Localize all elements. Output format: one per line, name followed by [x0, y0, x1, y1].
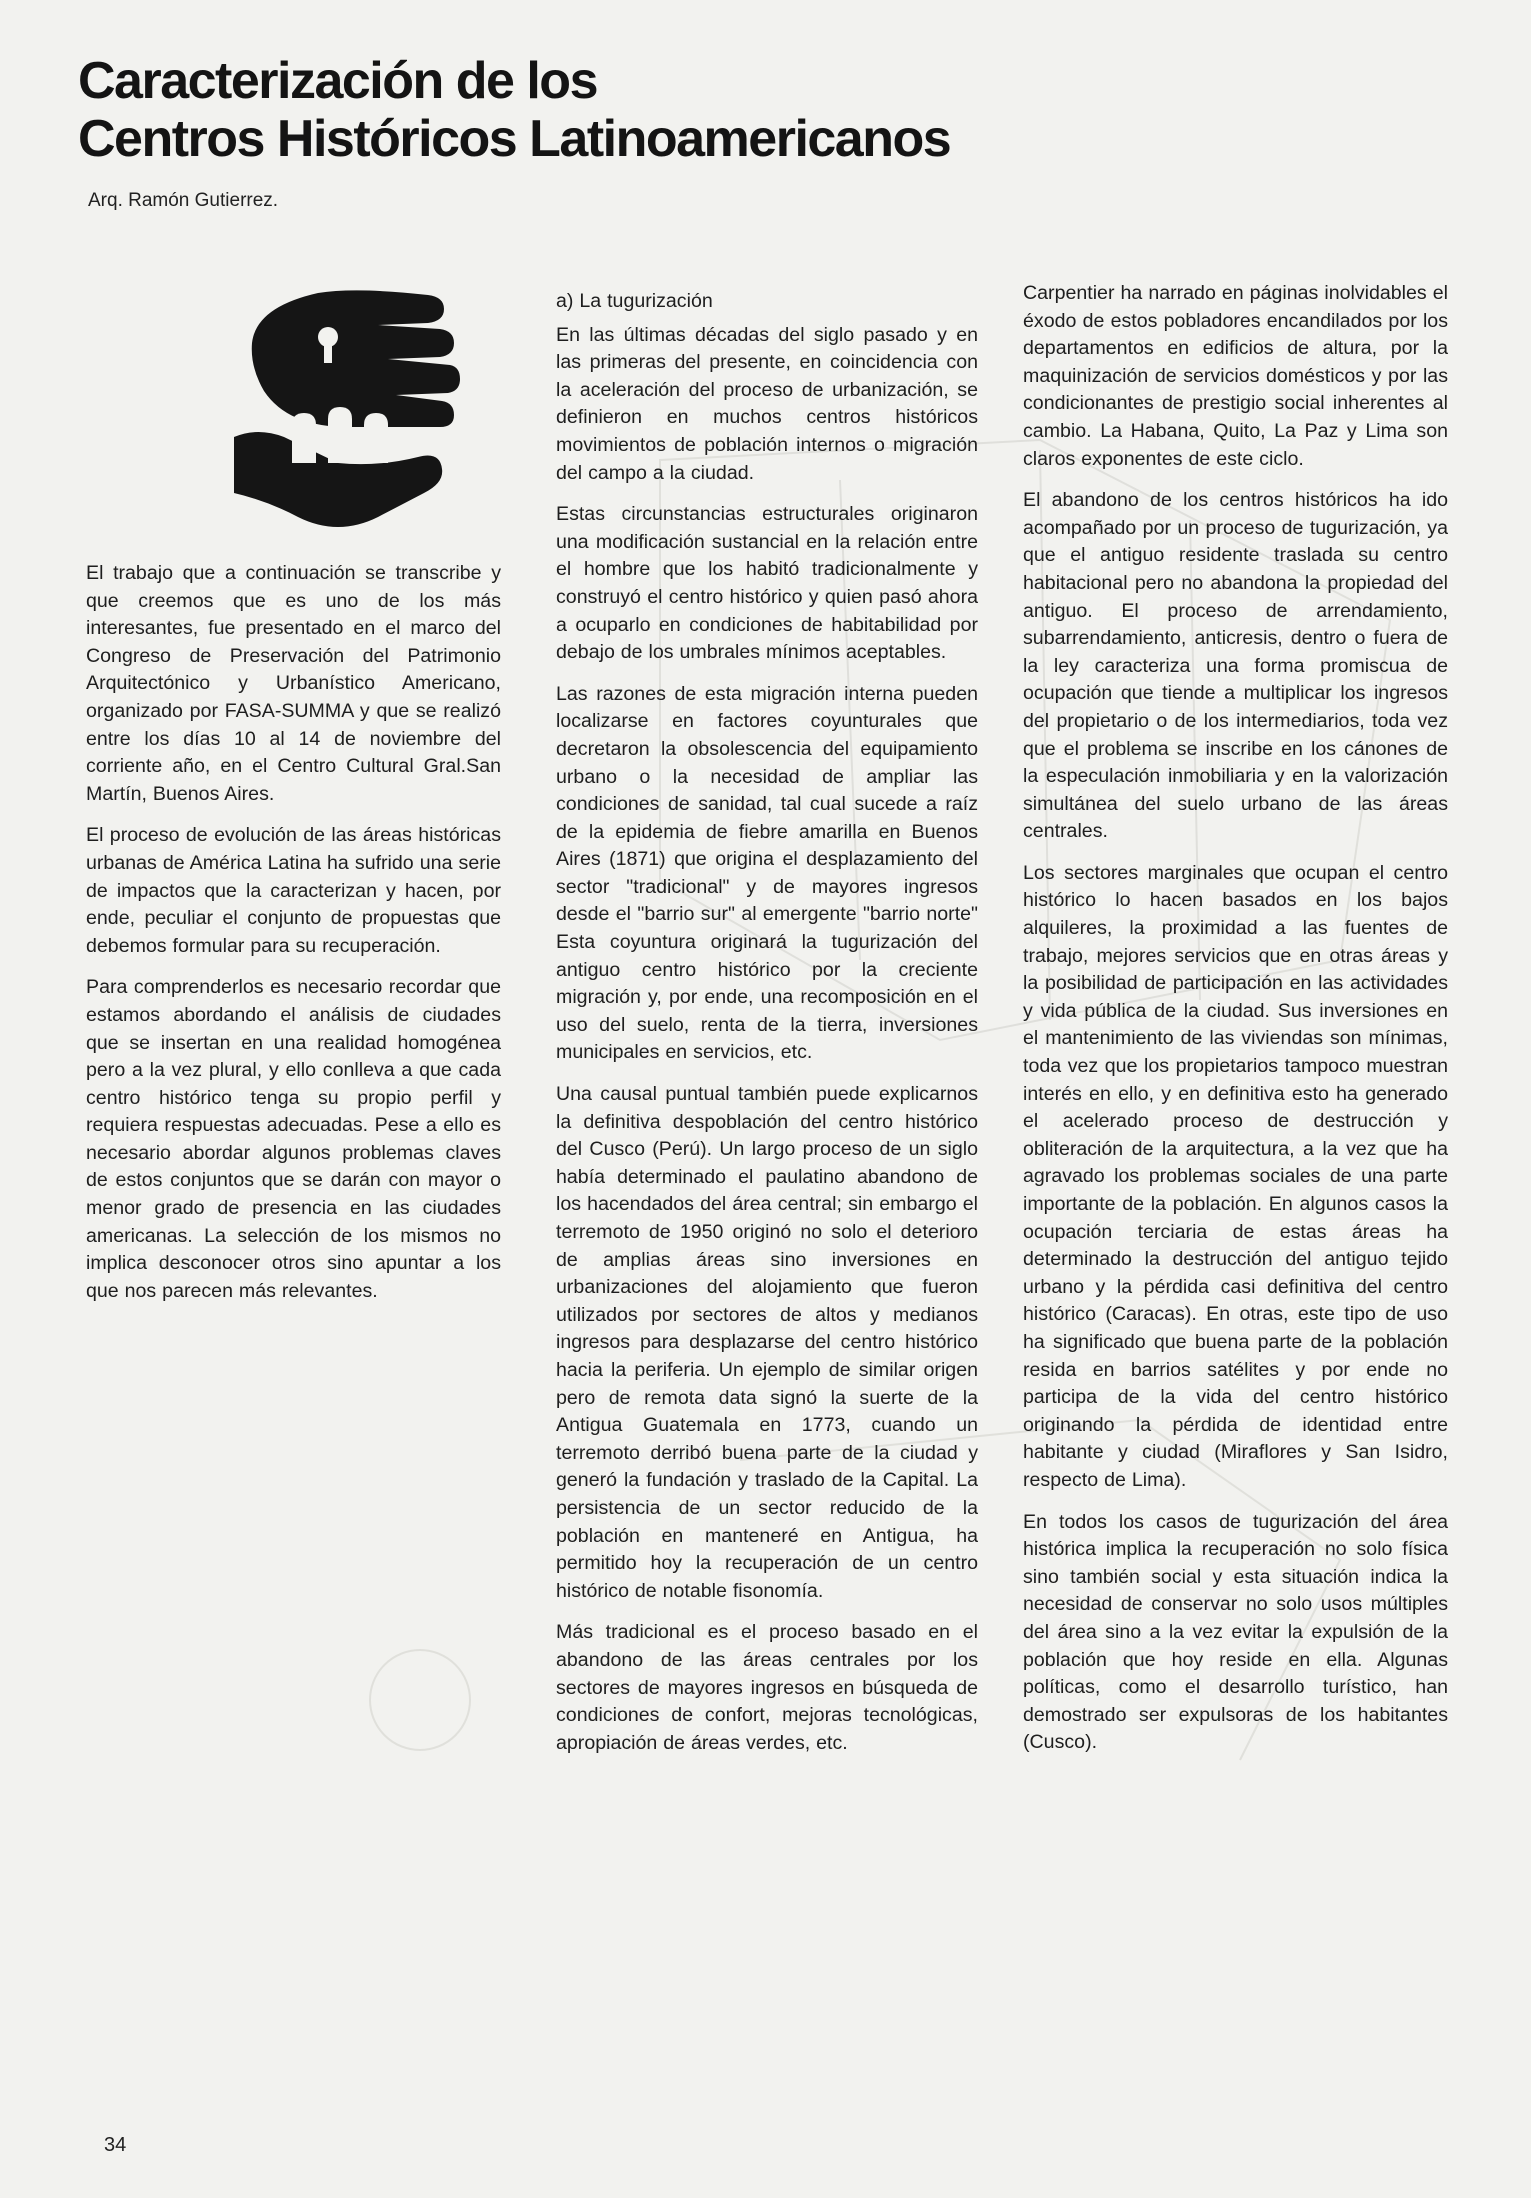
- paragraph: Más tradicional es el proceso basado en el abandono de las áreas centrales por los sectores de mayores ingresos en búsqueda de condiciones de confort, mejoras tecnológicas, apropiación de áreas verdes, etc.: [556, 1621, 978, 1754]
- page-number: 34: [104, 2134, 127, 2156]
- title-line-1: Caracterización de los: [78, 52, 597, 110]
- paragraph: En todos los casos de tugurización del área histórica implica la recuperación no solo física sino también social y esta situación indica la necesidad de conservar no solo usos múltiples del área sino a la vez evitar la expulsión de la población que hoy reside en ella. Algunas políticas, como el desarrollo turístico, han demostrado ser expulsoras de los habitantes (Cusco).: [1023, 1510, 1448, 1754]
- article-title: [78, 52, 1378, 168]
- paragraph: Los sectores marginales que ocupan el centro histórico lo hacen basados en los bajos alquileres, la proximidad a las fuentes de trabajo, mejores servicios que en otras áreas y la posibilidad de participación en las actividades y vida pública de la ciudad. Sus inversiones en el mantenimiento de las viviendas son mínimas, toda vez que los propietarios tampoco muestran interés en ello, y en definitiva esto ha generado el acelerado proceso de destrucción y obliteración de la arquitectura, a la vez que ha agravado los problemas sociales de una parte importante de la población. En algunos casos la ocupación terciaria de estas áreas ha determinado la destrucción del antiguo tejido urbano y la pérdida casi definitiva del centro histórico (Caracas). En otras, este tipo de uso ha significado que buena parte de la población resida en barrios satélites y por ende no participa de la vida del centro histórico originando la pérdida de identidad entre habitante y ciudad (Miraflores y San Isidro, respecto de Lima).: [1023, 861, 1448, 1491]
- paragraph: En las últimas décadas del siglo pasado y en las primeras del presente, en coincidencia con la aceleración del proceso de urbanización, se definieron en muchos centros históricos movimientos de población internos o migración del campo a la ciudad.: [556, 323, 978, 484]
- paragraph: El abandono de los centros históricos ha ido acompañado por un proceso de tugurización, ya que el antiguo residente traslada su centro habitacional pero no abandona la propiedad del antiguo. El proceso de arrendamiento, subarrendamiento, anticresis, dentro o fuera de la ley caracteriza una forma promiscua de ocupación que tiende a multiplicar los ingresos del propietario o de los intermediarios, toda vez que el problema se inscribe en los cánones de la especulación inmobiliaria y en la valorización simultánea del suelo urbano de las áreas centrales.: [1023, 489, 1448, 843]
- paragraph: Una causal puntual también puede explicarnos la definitiva despoblación del centro histórico del Cusco (Perú). Un largo proceso de un siglo había determinado el paulatino abandono de los hacendados del área central; sin embargo el terremoto de 1950 originó no solo el deterioro de amplias áreas sino inversiones en urbanizaciones del alojamiento que fueron utilizados por sectores de altos y medianos ingresos para desplazarse del centro histórico hacia la periferia. Un ejemplo de similar origen pero de remota data signó la suerte de la Antigua Guatemala en 1773, cuando un terremoto derribó buena parte de la ciudad y generó la fundación y traslado de la Capital. La persistencia de un sector reducido de la población en manteneré en Antigua, ha permitido hoy la recuperación de un centro histórico de notable fisonomía.: [556, 1083, 978, 1602]
- author-byline: Arq. Ramón Gutierrez.: [88, 190, 279, 211]
- paragraph: Carpentier ha narrado en páginas inolvidables el éxodo de estos pobladores encandilados por los departamentos en edificios de altura, por la maquinización de servicios domésticos y por las condicionantes de prestigio social inherentes al cambio. La Habana, Quito, La Paz y Lima son claros exponentes de este ciclo.: [1023, 282, 1448, 470]
- paragraph: El proceso de evolución de las áreas históricas urbanas de América Latina ha sufrido una serie de impactos que la caracterizan y hacen, por ende, peculiar el conjunto de propuestas que debemos formular para su recuperación.: [86, 824, 501, 957]
- column-1: [86, 560, 501, 1319]
- column-2: [556, 288, 978, 1771]
- hands-holding-building-icon: [228, 287, 460, 549]
- paragraph-intro: El trabajo que a continuación se transcribe y que creemos que es uno de los más interesantes, fue presentado en el marco del Congreso de Preservación del Patrimonio Arquitectónico y Urbanístico Americano, organizado por FASA-SUMMA y que se realizó entre los días 10 al 14 de noviembre del corriente año, en el Centro Cultural Gral.San Martín, Buenos Aires.: [86, 562, 501, 805]
- paragraph: Para comprenderlos es necesario recordar que estamos abordando el análisis de ciudades que se insertan en una realidad homogénea pero a la vez plural, y ello conlleva a que cada centro histórico tenga su propio perfil y requiera respuestas adecuadas. Pese a ello es necesario abordar algunos problemas claves de estos conjuntos que se darán con mayor o menor grado de presencia en las ciudades americanas. La selección de los mismos no implica desconocer otros sino apuntar a los que nos parecen más relevantes.: [86, 976, 501, 1302]
- paragraph: Estas circunstancias estructurales originaron una modificación sustancial en la relación entre el hombre que los habitó tradicionalmente y construyó el centro histórico y quien pasó ahora a ocuparlo en condiciones de habitabilidad por debajo de los umbrales mínimos aceptables.: [556, 503, 978, 664]
- section-heading: a) La tugurización: [556, 290, 713, 312]
- title-line-2: Centros Históricos Latinoamericanos: [78, 110, 951, 168]
- paragraph: Las razones de esta migración interna pueden localizarse en factores coyunturales que decretaron la obsolescencia del equipamiento urbano o la necesidad de ampliar las condiciones de sanidad, tal cual sucede a raíz de la epidemia de fiebre amarilla en Buenos Aires (1871) que origina el desplazamiento del sector "tradicional" y de mayores ingresos desde el "barrio sur" al emergente "barrio norte" Esta coyuntura originará la tugurización del antiguo centro histórico por la creciente migración y, por ende, una recomposición en el uso del suelo, renta de la tierra, inversiones municipales en servicios, etc.: [556, 682, 978, 1064]
- column-3: [1023, 280, 1448, 1771]
